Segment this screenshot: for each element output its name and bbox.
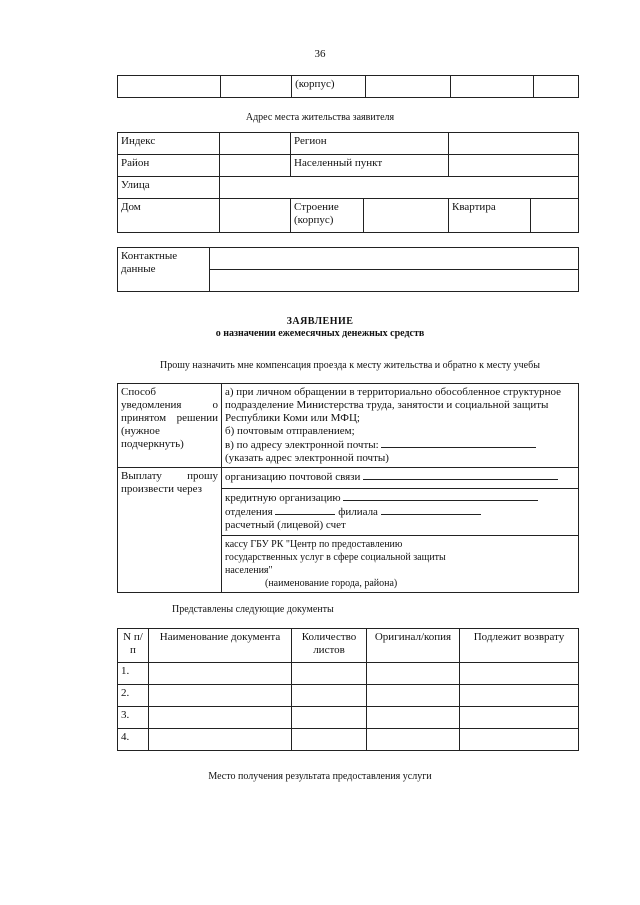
docs-cell[interactable] bbox=[460, 663, 579, 685]
statement-subtitle: о назначении ежемесячных денежных средств bbox=[215, 328, 425, 339]
documents-table bbox=[117, 628, 579, 751]
notify-opt-b[interactable]: б) почтовым отправлением; bbox=[225, 425, 355, 437]
address-caption: Адрес места жительства заявителя bbox=[245, 112, 395, 123]
docs-row-num: 4. bbox=[118, 729, 149, 751]
docs-cell[interactable] bbox=[149, 707, 292, 729]
payment-kassa[interactable]: кассу ГБУ РК "Центр по предоставлению государственных услуг в сфере социальной защиты населения" (наименование города, района) bbox=[222, 536, 579, 593]
page-number: 36 bbox=[314, 48, 326, 60]
building-label: Строение (корпус) bbox=[291, 199, 364, 233]
contacts-table bbox=[117, 247, 579, 292]
result-caption: Место получения результата предоставления услуги bbox=[208, 771, 432, 782]
docs-header-count: Количество листов bbox=[292, 629, 367, 663]
docs-cell[interactable] bbox=[367, 663, 460, 685]
contacts-label: Контактные данные bbox=[118, 248, 210, 292]
docs-row-num: 3. bbox=[118, 707, 149, 729]
notify-opt-c-note: (указать адрес электронной почты) bbox=[225, 452, 389, 464]
docs-cell[interactable] bbox=[292, 663, 367, 685]
table-row bbox=[118, 685, 579, 707]
docs-cell[interactable] bbox=[292, 685, 367, 707]
docs-cell[interactable] bbox=[149, 729, 292, 751]
payment-kassa-note: (наименование города, района) bbox=[265, 578, 398, 589]
notify-opt-c[interactable]: в) по адресу электронной почты: bbox=[225, 438, 572, 452]
docs-caption: Представлены следующие документы bbox=[172, 604, 334, 615]
docs-cell[interactable] bbox=[460, 707, 579, 729]
house-field[interactable] bbox=[220, 199, 291, 233]
region-label: Регион bbox=[291, 133, 449, 155]
house-label: Дом bbox=[118, 199, 220, 233]
top-row-table bbox=[117, 75, 579, 98]
docs-header-num: N п/п bbox=[118, 629, 149, 663]
payment-account: расчетный (лицевой) счет bbox=[225, 519, 346, 531]
payment-post[interactable]: организацию почтовой связи bbox=[222, 468, 579, 489]
docs-cell[interactable] bbox=[460, 685, 579, 707]
notify-label: Способ уведомления о принятом решении (нужное подчеркнуть) bbox=[118, 384, 222, 468]
docs-cell[interactable] bbox=[292, 729, 367, 751]
docs-cell[interactable] bbox=[367, 707, 460, 729]
docs-cell[interactable] bbox=[460, 729, 579, 751]
docs-cell[interactable] bbox=[292, 707, 367, 729]
district-label: Район bbox=[118, 155, 220, 177]
docs-row-num: 1. bbox=[118, 663, 149, 685]
top-cell-value[interactable] bbox=[365, 76, 451, 98]
contacts-field-2[interactable] bbox=[210, 270, 579, 292]
notify-opt-a[interactable]: а) при личном обращении в территориально обособленное структурное подразделение Министерства труда, занятости и социальной защиты Республики Коми или МФЦ; bbox=[225, 386, 561, 424]
apartment-label: Квартира bbox=[449, 199, 531, 233]
docs-cell[interactable] bbox=[367, 685, 460, 707]
table-row bbox=[118, 729, 579, 751]
contacts-field-1[interactable] bbox=[210, 248, 579, 270]
docs-header-original: Оригинал/копия bbox=[367, 629, 460, 663]
table-row bbox=[118, 663, 579, 685]
korpus-label: (корпус) bbox=[292, 76, 365, 98]
docs-cell[interactable] bbox=[149, 663, 292, 685]
docs-header-name: Наименование документа bbox=[149, 629, 292, 663]
apartment-field[interactable] bbox=[531, 199, 579, 233]
settlement-label: Населенный пункт bbox=[291, 155, 449, 177]
top-cell-blank[interactable] bbox=[220, 76, 291, 98]
street-field[interactable] bbox=[220, 177, 579, 199]
docs-cell[interactable] bbox=[149, 685, 292, 707]
statement-request: Прошу назначить мне компенсация проезда к месту жительства и обратно к месту учебы bbox=[160, 360, 540, 371]
region-field[interactable] bbox=[449, 133, 579, 155]
notify-payment-table bbox=[117, 383, 579, 593]
table-row bbox=[118, 707, 579, 729]
docs-cell[interactable] bbox=[367, 729, 460, 751]
address-table bbox=[117, 132, 579, 233]
docs-row-num: 2. bbox=[118, 685, 149, 707]
settlement-field[interactable] bbox=[449, 155, 579, 177]
index-field[interactable] bbox=[220, 133, 291, 155]
street-label: Улица bbox=[118, 177, 220, 199]
district-field[interactable] bbox=[220, 155, 291, 177]
building-field[interactable] bbox=[364, 199, 449, 233]
statement-title: ЗАЯВЛЕНИЕ bbox=[286, 316, 354, 327]
payment-credit[interactable]: кредитную организацию отделения филиала расчетный (лицевой) счет bbox=[222, 489, 579, 536]
index-label: Индекс bbox=[118, 133, 220, 155]
payment-label: Выплату прошу произвести через bbox=[118, 468, 222, 593]
docs-header-return: Подлежит возврату bbox=[460, 629, 579, 663]
